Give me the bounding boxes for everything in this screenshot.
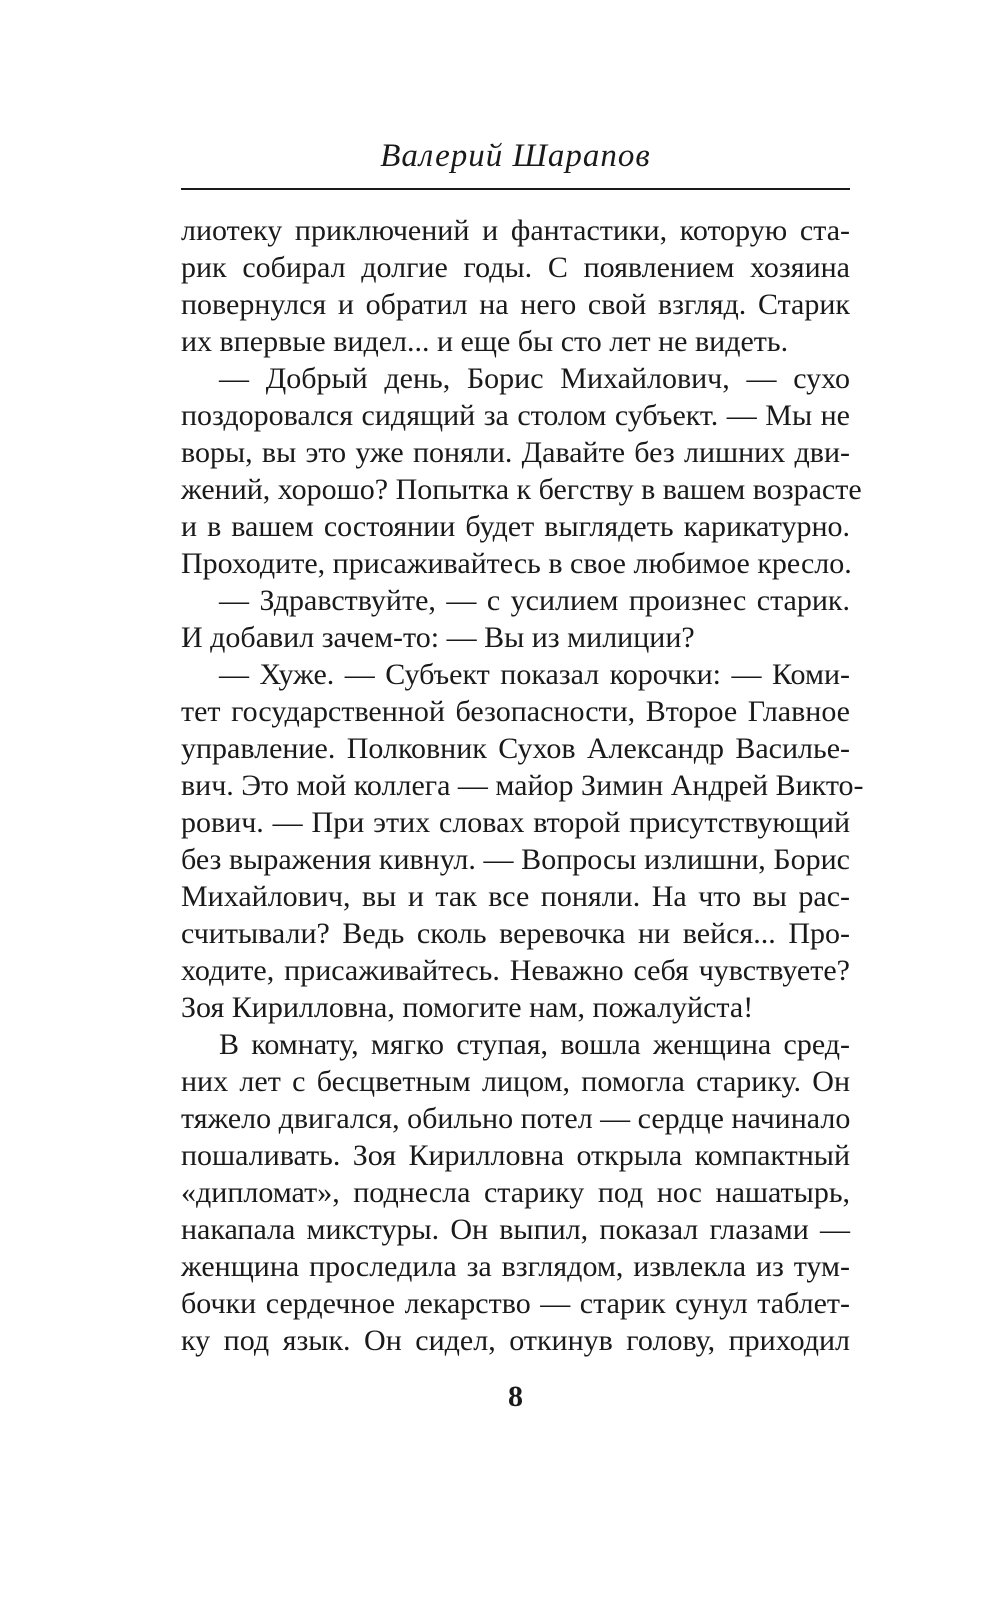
text-line: рович. — При этих словах второй присутствующий — [181, 806, 850, 839]
text-line: пошаливать. Зоя Кирилловна открыла компактный — [181, 1139, 850, 1172]
text-line: без выражения кивнул. — Вопросы излишни, Борис — [181, 843, 850, 876]
text-line: их впервые видел... и еще бы сто лет не видеть. — [181, 325, 789, 358]
text-line: повернулся и обратил на него свой взгляд. Старик — [181, 288, 850, 321]
text-line: «дипломат», поднесла старику под нос нашатырь, — [181, 1176, 850, 1209]
text-line: лиотеку приключений и фантастики, которую ста- — [181, 214, 850, 247]
text-line: ку под язык. Он сидел, откинув голову, приходил — [181, 1324, 850, 1357]
text-line: вич. Это мой коллега — майор Зимин Андрей Викто- — [181, 769, 864, 802]
text-line: женщина проследила за взглядом, извлекла из тум- — [181, 1250, 850, 1283]
body-text — [181, 212, 864, 1359]
page-number: 8 — [508, 1380, 523, 1413]
text-line: Зоя Кирилловна, помогите нам, пожалуйста! — [181, 991, 754, 1024]
text-line: них лет с бесцветным лицом, помогла старику. Он — [181, 1065, 850, 1098]
text-line: Проходите, присаживайтесь в свое любимое кресло. — [181, 547, 852, 580]
text-line: и в вашем состоянии будет выглядеть карикатурно. — [181, 510, 850, 543]
text-line: поздоровался сидящий за столом субъект. — Мы не — [181, 399, 850, 432]
text-line: тяжело двигался, обильно потел — сердце начинало — [181, 1102, 851, 1135]
text-line: накапала микстуры. Он выпил, показал глазами — — [181, 1213, 850, 1246]
text-line: В комнату, мягко ступая, вошла женщина сред- — [219, 1028, 850, 1061]
header-rule — [181, 188, 850, 190]
running-head-author: Валерий Шарапов — [380, 138, 651, 174]
text-line: жений, хорошо? Попытка к бегству в вашем возрасте — [181, 473, 862, 506]
text-line: — Добрый день, Борис Михайлович, — сухо — [219, 362, 850, 395]
text-line: Михайлович, вы и так все поняли. На что вы рас- — [181, 880, 850, 913]
text-line: считывали? Ведь сколь веревочка ни вейся... Про- — [181, 917, 850, 950]
text-line: — Хуже. — Субъект показал корочки: — Коми- — [219, 658, 850, 691]
text-line: тет государственной безопасности, Второе Главное — [181, 695, 850, 728]
text-line: рик собирал долгие годы. С появлением хозяина — [181, 251, 850, 284]
text-line: воры, вы это уже поняли. Давайте без лишних дви- — [181, 436, 850, 469]
text-line: бочки сердечное лекарство — старик сунул таблет- — [181, 1287, 850, 1320]
text-line: И добавил зачем-то: — Вы из милиции? — [181, 621, 695, 654]
text-line: ходите, присаживайтесь. Неважно себя чувствуете? — [181, 954, 850, 987]
text-line: управление. Полковник Сухов Александр Василье- — [181, 732, 850, 765]
text-line: — Здравствуйте, — с усилием произнес старик. — [219, 584, 850, 617]
